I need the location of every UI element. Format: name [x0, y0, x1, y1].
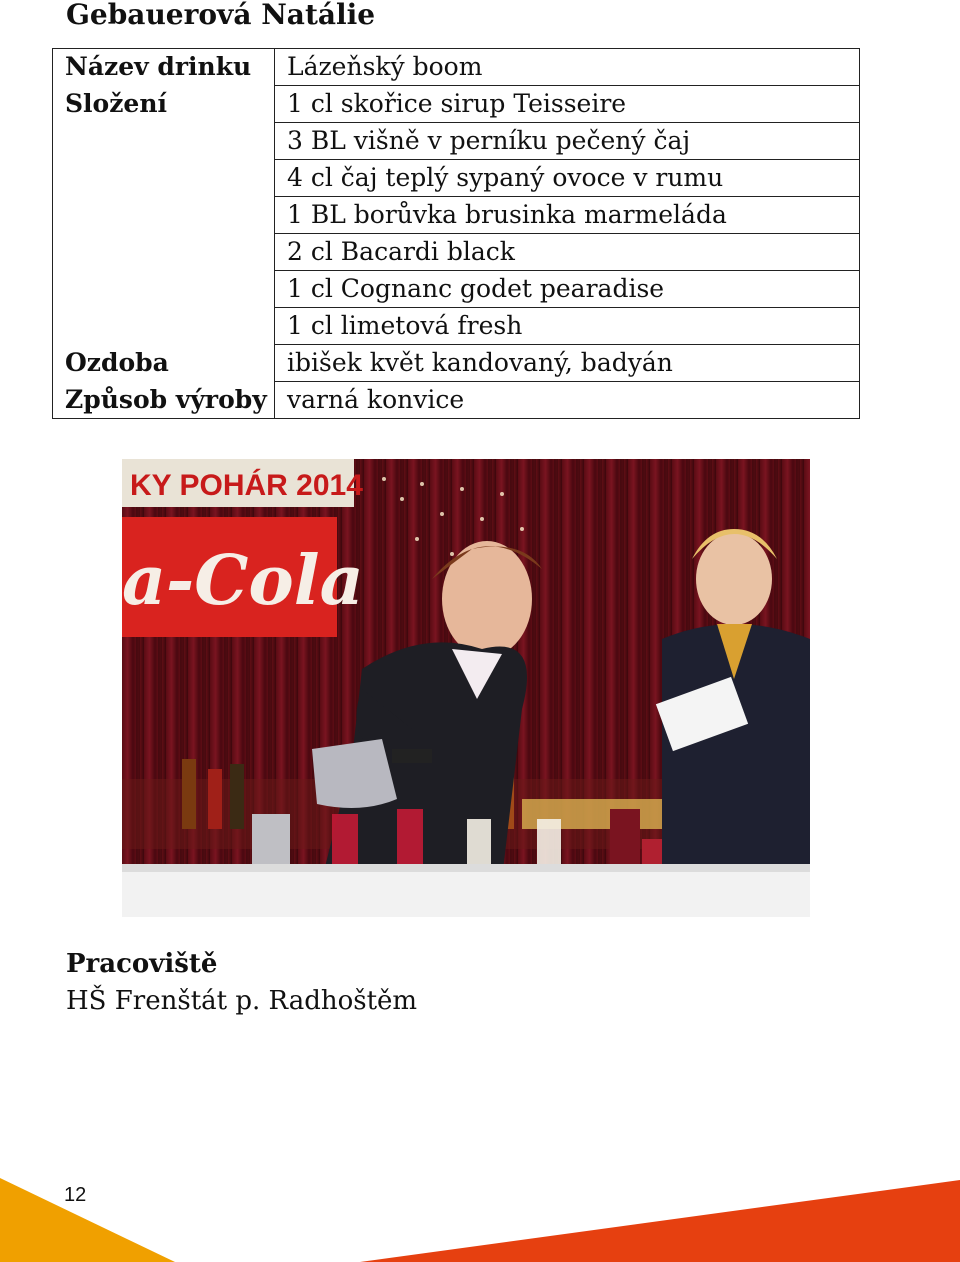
- row-value: varná konvice: [275, 382, 860, 419]
- row-label: [53, 160, 275, 197]
- row-label: [53, 197, 275, 234]
- row-value: Lázeňský boom: [275, 49, 860, 86]
- row-value: 1 cl Cognanc godet pearadise: [275, 271, 860, 308]
- table-row: [53, 345, 860, 382]
- row-label: [53, 123, 275, 160]
- page-number: 12: [64, 1184, 87, 1206]
- row-value: 1 cl skořice sirup Teisseire: [275, 86, 860, 123]
- table-row: [53, 49, 860, 86]
- row-label: Název drinku: [53, 49, 275, 86]
- row-value: 4 cl čaj teplý sypaný ovoce v rumu: [275, 160, 860, 197]
- row-label: [53, 271, 275, 308]
- row-value: 1 BL borůvka brusinka marmeláda: [275, 197, 860, 234]
- table-row: [53, 382, 860, 419]
- table-row: [53, 123, 860, 160]
- sign-text: a-Cola: [122, 541, 364, 621]
- row-label: Složení: [53, 86, 275, 123]
- row-value: 2 cl Bacardi black: [275, 234, 860, 271]
- red-wedge: [360, 1180, 960, 1262]
- workplace-value: HŠ Frenštát p. Radhoštěm: [66, 986, 418, 1016]
- table-row: [53, 86, 860, 123]
- table-row: [53, 271, 860, 308]
- orange-wedge: [0, 1178, 175, 1262]
- recipe-table: [52, 48, 860, 419]
- row-label: Ozdoba: [53, 345, 275, 382]
- table-row: [53, 160, 860, 197]
- competition-photo: [122, 459, 810, 917]
- row-label: [53, 308, 275, 345]
- table-row: [53, 234, 860, 271]
- row-value: ibišek květ kandovaný, badyán: [275, 345, 860, 382]
- footer-decoration: [0, 1170, 960, 1262]
- row-label: Způsob výroby: [53, 382, 275, 419]
- table-row: [53, 197, 860, 234]
- row-value: 1 cl limetová fresh: [275, 308, 860, 345]
- page-title: Gebauerová Natálie: [66, 0, 376, 31]
- banner-text: KY POHÁR 2014: [130, 469, 363, 502]
- row-value: 3 BL višně v perníku pečený čaj: [275, 123, 860, 160]
- workplace-heading: Pracoviště: [66, 949, 218, 979]
- table-row: [53, 308, 860, 345]
- row-label: [53, 234, 275, 271]
